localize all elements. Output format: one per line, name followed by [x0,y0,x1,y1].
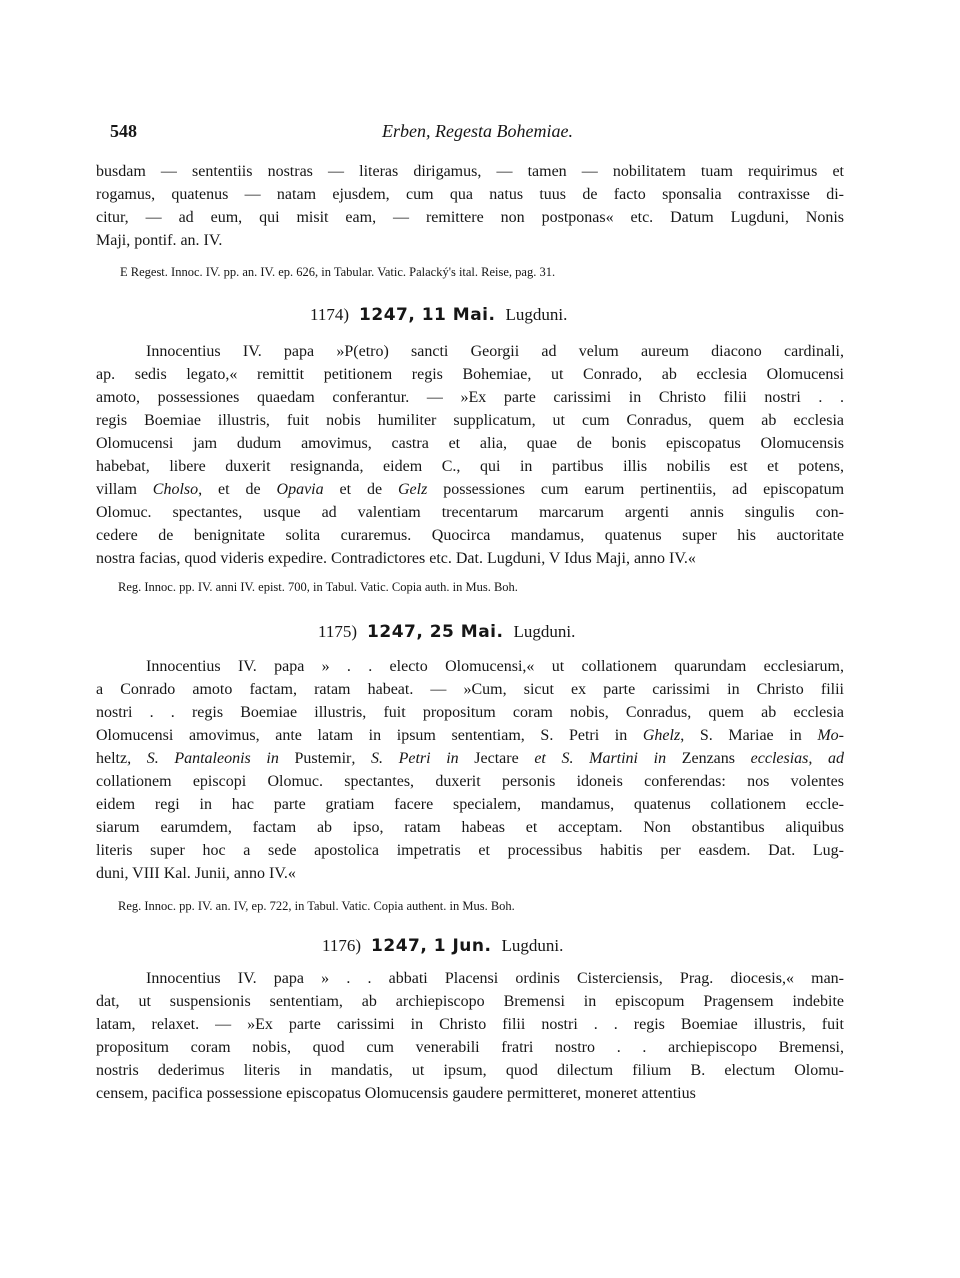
entry-place: Lugduni. [505,305,568,324]
text-segment: siarum earumdem, factam ab ipso, ratam habeas et acceptam. Non obstantibus aliquibus [96,819,844,836]
text-segment: , S. Mariae in [680,727,818,744]
text-segment: propositum coram nobis, quod cum venerabili fratri nostro . . archiepiscopo Bremensi, [96,1039,844,1056]
text-line [96,862,844,885]
text-segment: et de [323,481,398,498]
entry-number: 1175) [318,622,358,641]
text-segment: Olomuc. spectantes, usque ad valentiam trecentarum marcarum argenti annis singulis con- [96,504,844,521]
text-line [96,455,844,478]
text-segment: Innocentius IV. papa » . . electo Olomucensi,« ut collationem quarundam ecclesiarum, [146,658,844,675]
text-segment: Jectare [474,750,519,767]
text-segment: Olomucensi jam dudum amovimus, castra et alia, quae de bonis episcopatus Olomucensis [96,435,844,452]
text-segment: heltz [96,750,128,767]
entry-place: Lugduni. [513,622,576,641]
entry-heading-1174 [310,305,567,325]
entry-paragraph [96,655,844,885]
text-line [96,816,844,839]
text-line: rogamus, quatenus — natam ejusdem, cum qua natus tuus de facto sponsalia contraxisse di- [96,186,844,203]
text-line [96,340,844,363]
place-name: Gelz [398,481,428,498]
text-segment: dat, ut suspensionis sententiam, ab archiepiscopo Bremensi in episcopum Pragensem indebite [96,993,844,1010]
text-line [96,747,844,770]
text-line [96,409,844,432]
text-line [96,839,844,862]
entry-source-1175: Reg. Innoc. pp. IV. an. IV, ep. 722, in Tabul. Vatic. Copia authent. in Mus. Boh. [118,899,515,913]
place-name: Cholso [152,481,199,498]
text-line [96,701,844,724]
text-segment: a Conrado amoto factam, ratam habeat. — »Cum, sicut ex parte carissimi in Christo filii [96,681,844,698]
text-line: citur, — ad eum, qui misit eam, — remittere non postponas« etc. Datum Lugduni, Nonis [96,209,844,226]
place-name: , S. Pantaleonis in [127,750,295,767]
place-name: Mo- [817,727,844,744]
text-segment: latam, relaxet. — »Ex parte carissimi in Christo filii nostri . . regis Boemiae illustris, fuit [96,1016,844,1033]
entry-date: 1247, 25 Mai. [367,622,504,642]
text-segment: Olomucensi amovimus, ante latam in ipsum sententiam, S. Petri in [96,727,643,744]
place-name: , S. Petri in [351,750,475,767]
text-line [96,1059,844,1082]
text-line: busdam — sententiis nostras — literas dirigamus, — tamen — nobilitatem tuam requirimus et [96,163,844,180]
running-head: Erben, Regesta Bohemiae. [382,121,573,141]
place-name: et S. Martini in [518,750,682,767]
text-segment: villam [96,481,153,498]
place-name: Opavia [276,481,324,498]
text-segment: Zenzans [681,750,736,767]
text-line [96,1013,844,1036]
entry-place: Lugduni. [501,936,564,955]
text-segment: Innocentius IV. papa » . . abbati Placensi ordinis Cisterciensis, Prag. diocesis,« man- [146,970,844,987]
entry-date: 1247, 11 Mai. [359,305,496,325]
text-segment: regis Boemiae illustris, fuit nobis humiliter supplicatum, ut cum Conradus, quem ab ecclesia [96,412,844,429]
text-line [96,524,844,547]
text-segment: , et de [198,481,277,498]
text-line [96,990,844,1013]
entry-text-1174 [96,340,844,570]
place-name: ecclesias, ad [735,750,845,767]
page-header [110,121,846,151]
text-line [96,967,844,990]
continuation-text [96,160,844,252]
text-line [96,363,844,386]
entry-number: 1174) [310,305,350,324]
text-segment: nostra facias, quod videris expedire. Contradictores etc. Dat. Lugduni, V Idus Maji, anno IV.« [96,550,696,567]
continuation-paragraph [96,160,844,252]
page-number: 548 [110,121,137,141]
text-segment: eidem regi in hac parte gratiam facere specialem, mandamus, quatenus collationem eccle- [96,796,844,813]
text-line [96,501,844,524]
text-segment: collationem episcopi Olomuc. spectantes, duxerit personis idoneis conferendas: nos volentes [96,773,844,790]
text-line [96,1036,844,1059]
text-line [96,655,844,678]
entry-date: 1247, 1 Jun. [371,936,492,956]
place-name: Ghelz [642,727,681,744]
text-segment: possessiones cum earum pertinentiis, ad episcopatum [427,481,845,498]
text-segment: censem, pacifica possessione episcopatus Olomucensis gaudere permitteret, moneret attentius [96,1085,696,1102]
text-line [96,386,844,409]
text-line [96,770,844,793]
text-segment: amoto, possessiones quaedam conferantur. — »Ex parte carissimi in Christo filii nostri . . [96,389,844,406]
text-segment: Innocentius IV. papa »P(etro) sancti Georgii ad velum aureum diacono cardinali, [146,343,844,360]
entry-paragraph [96,340,844,570]
entry-source-1174: Reg. Innoc. pp. IV. anni IV. epist. 700, in Tabul. Vatic. Copia auth. in Mus. Boh. [118,580,518,594]
text-line [96,547,844,570]
entry-heading-1176 [322,936,563,956]
text-line [96,1082,844,1105]
continuation-source: E Regest. Innoc. IV. pp. an. IV. ep. 626, in Tabular. Vatic. Palacký's ital. Reise, pag. 31. [120,265,556,279]
text-segment: Pustemir [294,750,352,767]
text-segment: literis super hoc a sede apostolica impetratis et processibus habitis per easdem. Dat. Lug- [96,842,844,859]
entry-text-1175 [96,655,844,885]
text-segment: ap. sedis legato,« remittit petitionem regis Bohemiae, ut Conrado, ab ecclesia Olomucensi [96,366,844,383]
text-line [96,793,844,816]
entry-number: 1176) [322,936,362,955]
text-line [96,678,844,701]
text-segment: cedere de benignitate solita curaremus. Quocirca mandamus, quatenus super his auctoritate [96,527,844,544]
text-line: Maji, pontif. an. IV. [96,232,223,249]
entry-heading-1175 [318,622,575,642]
text-line [96,724,844,747]
text-line [96,478,844,501]
text-segment: habebat, libere duxerit resignanda, eidem C., qui in partibus illis nobilis est et potens, [96,458,844,475]
text-segment: duni, VIII Kal. Junii, anno IV.« [96,865,296,882]
entry-paragraph [96,967,844,1105]
text-segment: nostris dederimus literis in mandatis, ut ipsum, quod dilectum filium B. electum Olomu- [96,1062,844,1079]
text-line [96,432,844,455]
entry-text-1176 [96,967,844,1105]
text-segment: nostri . . regis Boemiae illustris, fuit propositum coram nobis, Conradus, quem ab ecclesia [96,704,844,721]
